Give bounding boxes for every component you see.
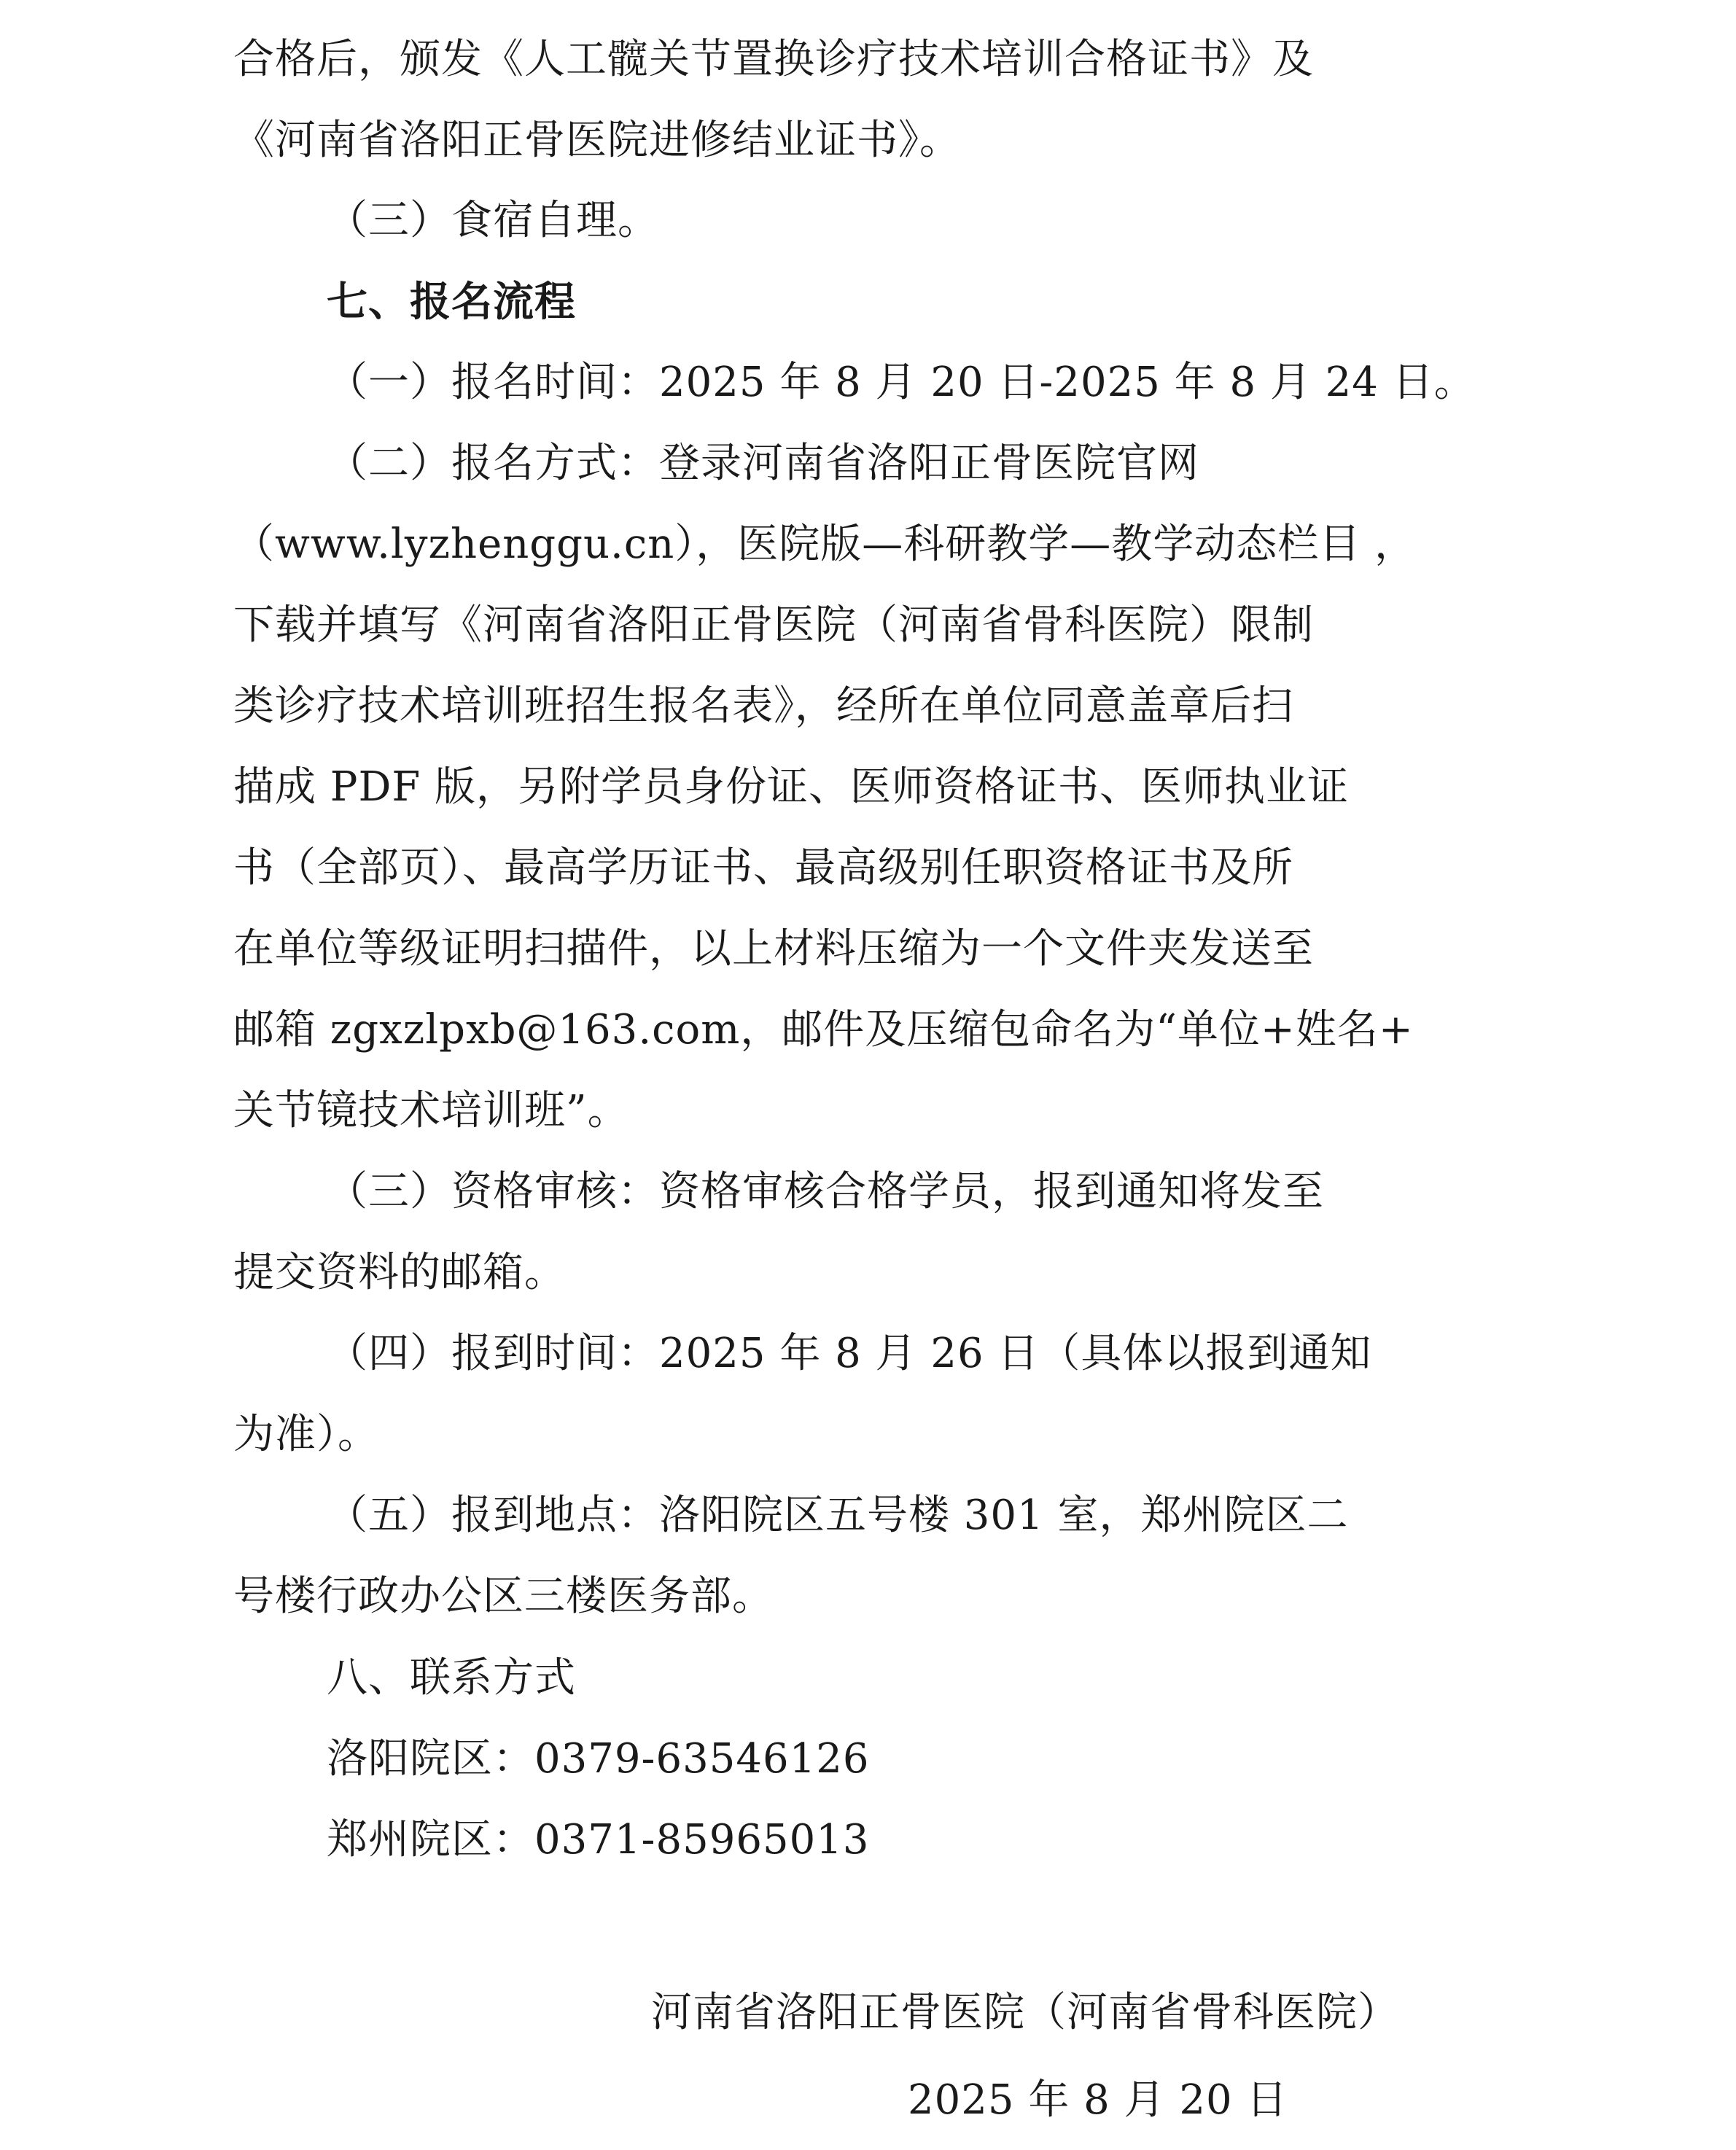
signature-date: 2025 年 8 月 20 日 <box>908 2076 1288 2124</box>
paragraph-line: 关节镜技术培训班”。 <box>233 1087 629 1134</box>
paragraph-line: （四）报到时间：2025 年 8 月 26 日（具体以报到通知 <box>327 1330 1372 1377</box>
paragraph-line: 在单位等级证明扫描件，以上材料压缩为一个文件夹发送至 <box>233 925 1314 973</box>
paragraph-line: 为准）。 <box>233 1411 379 1458</box>
contact-zhengzhou: 郑州院区：0371-85965013 <box>327 1816 870 1863</box>
paragraph-line: （三）资格审核：资格审核合格学员，报到通知将发至 <box>327 1168 1324 1215</box>
paragraph-line: 《河南省洛阳正骨医院进修结业证书》。 <box>233 117 961 164</box>
paragraph-line: （二）报名方式：登录河南省洛阳正骨医院官网 <box>327 440 1199 487</box>
paragraph-line: （五）报到地点：洛阳院区五号楼 301 室，郑州院区二 <box>327 1492 1349 1539</box>
paragraph-line: 提交资料的邮箱。 <box>233 1249 566 1296</box>
paragraph-line: （三）食宿自理。 <box>327 197 659 244</box>
paragraph-line: 书（全部页）、最高学历证书、最高级别任职资格证书及所 <box>233 844 1293 892</box>
paragraph-line: 邮箱 zgxzlpxb@163.com，邮件及压缩包命名为“单位+姓名+ <box>233 1006 1414 1053</box>
contact-luoyang: 洛阳院区：0379-63546126 <box>327 1735 870 1783</box>
section-heading: 七、报名流程 <box>327 278 576 326</box>
paragraph-line: （一）报名时间：2025 年 8 月 20 日-2025 年 8 月 24 日。 <box>327 359 1476 406</box>
section-heading: 八、联系方式 <box>327 1654 576 1702</box>
paragraph-line: 描成 PDF 版，另附学员身份证、医师资格证书、医师执业证 <box>233 763 1350 811</box>
signature-organization: 河南省洛阳正骨医院（河南省骨科医院） <box>651 1989 1399 2036</box>
paragraph-line: （www.lyzhenggu.cn），医院版—科研教学—教学动态栏目 ， <box>233 521 1417 568</box>
paragraph-line: 下载并填写《河南省洛阳正骨医院（河南省骨科医院）限制 <box>233 601 1314 649</box>
paragraph-line: 类诊疗技术培训班招生报名表》，经所在单位同意盖章后扫 <box>233 682 1293 730</box>
paragraph-line: 号楼行政办公区三楼医务部。 <box>233 1573 774 1620</box>
paragraph-line: 合格后，颁发《人工髋关节置换诊疗技术培训合格证书》及 <box>233 36 1314 83</box>
